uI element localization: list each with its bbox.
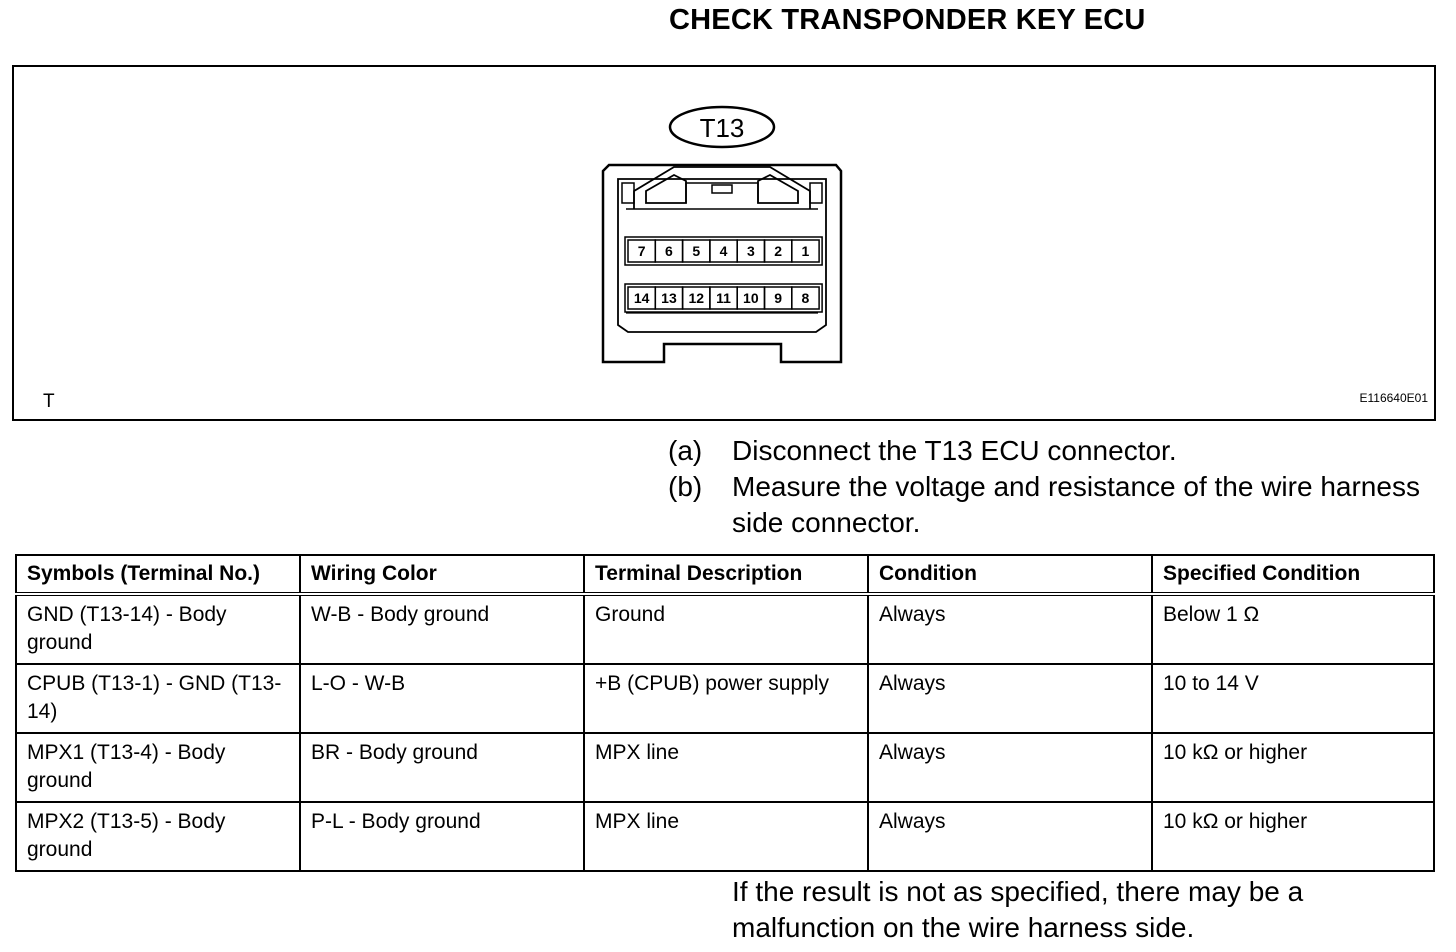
table-row — [16, 594, 1434, 664]
table-cell: W-B - Body ground — [300, 594, 584, 664]
pin-number: 6 — [665, 243, 673, 259]
table-row — [16, 802, 1434, 871]
right-notch — [810, 183, 822, 203]
instruction-steps — [668, 433, 1428, 541]
pin-row-bottom — [625, 284, 822, 312]
pin-number: 2 — [774, 243, 783, 259]
table-cell: L-O - W-B — [300, 664, 584, 733]
step-text: Measure the voltage and resistance of the wire harness side connector. — [732, 471, 1420, 538]
table-row — [16, 733, 1434, 802]
step-b — [668, 469, 1428, 541]
pin-number: 13 — [661, 290, 677, 306]
table-cell: 10 to 14 V — [1152, 664, 1434, 733]
pin-number: 11 — [716, 290, 731, 306]
table-row — [16, 664, 1434, 733]
column-header: Symbols (Terminal No.) — [16, 555, 300, 594]
table-cell: +B (CPUB) power supply — [584, 664, 868, 733]
page-title: CHECK TRANSPONDER KEY ECU — [669, 4, 1146, 36]
table-cell: Always — [868, 802, 1152, 871]
latch-tab — [712, 185, 732, 193]
step-text: Disconnect the T13 ECU connector. — [732, 435, 1177, 466]
table-cell: Always — [868, 733, 1152, 802]
table-cell: MPX2 (T13-5) - Body ground — [16, 802, 300, 871]
table-cell: GND (T13-14) - Body ground — [16, 594, 300, 664]
table-cell: BR - Body ground — [300, 733, 584, 802]
connector-figure — [12, 65, 1436, 421]
pin-number: 7 — [637, 243, 646, 259]
pin-number: 1 — [801, 243, 810, 259]
step-label: (a) — [668, 435, 703, 466]
pin-number: 12 — [688, 290, 705, 306]
table-cell: 10 kΩ or higher — [1152, 802, 1434, 871]
table-header-row — [16, 555, 1434, 594]
specification-table — [15, 554, 1435, 872]
step-a — [668, 433, 1428, 469]
connector-diagram — [14, 67, 1434, 419]
pin-number: 4 — [719, 243, 728, 259]
pin-row-top — [625, 237, 822, 265]
column-header: Specified Condition — [1152, 555, 1434, 594]
pin-number: 9 — [774, 290, 783, 306]
left-notch — [622, 183, 634, 203]
table-cell: MPX line — [584, 733, 868, 802]
table-cell: CPUB (T13-1) - GND (T13-14) — [16, 664, 300, 733]
step-label: (b) — [668, 471, 703, 502]
table-cell: Always — [868, 594, 1152, 664]
column-header: Terminal Description — [584, 555, 868, 594]
connector-label: T13 — [699, 113, 745, 143]
table-cell: Below 1 Ω — [1152, 594, 1434, 664]
pin-number: 14 — [633, 290, 650, 306]
table-cell: Ground — [584, 594, 868, 664]
figure-id: E116640E01 — [1359, 391, 1428, 405]
pin-number: 10 — [743, 290, 759, 306]
pin-number: 3 — [746, 243, 755, 259]
column-header: Wiring Color — [300, 555, 584, 594]
pin-number: 8 — [801, 290, 810, 306]
table-cell: 10 kΩ or higher — [1152, 733, 1434, 802]
figure-corner-label: T — [43, 391, 55, 412]
pin-number: 5 — [692, 243, 701, 259]
table-cell: MPX line — [584, 802, 868, 871]
result-note: If the result is not as specified, there may be a malfunction on the wire harness side. — [732, 876, 1304, 943]
column-header: Condition — [868, 555, 1152, 594]
table-cell: P-L - Body ground — [300, 802, 584, 871]
table-cell: Always — [868, 664, 1152, 733]
table-cell: MPX1 (T13-4) - Body ground — [16, 733, 300, 802]
